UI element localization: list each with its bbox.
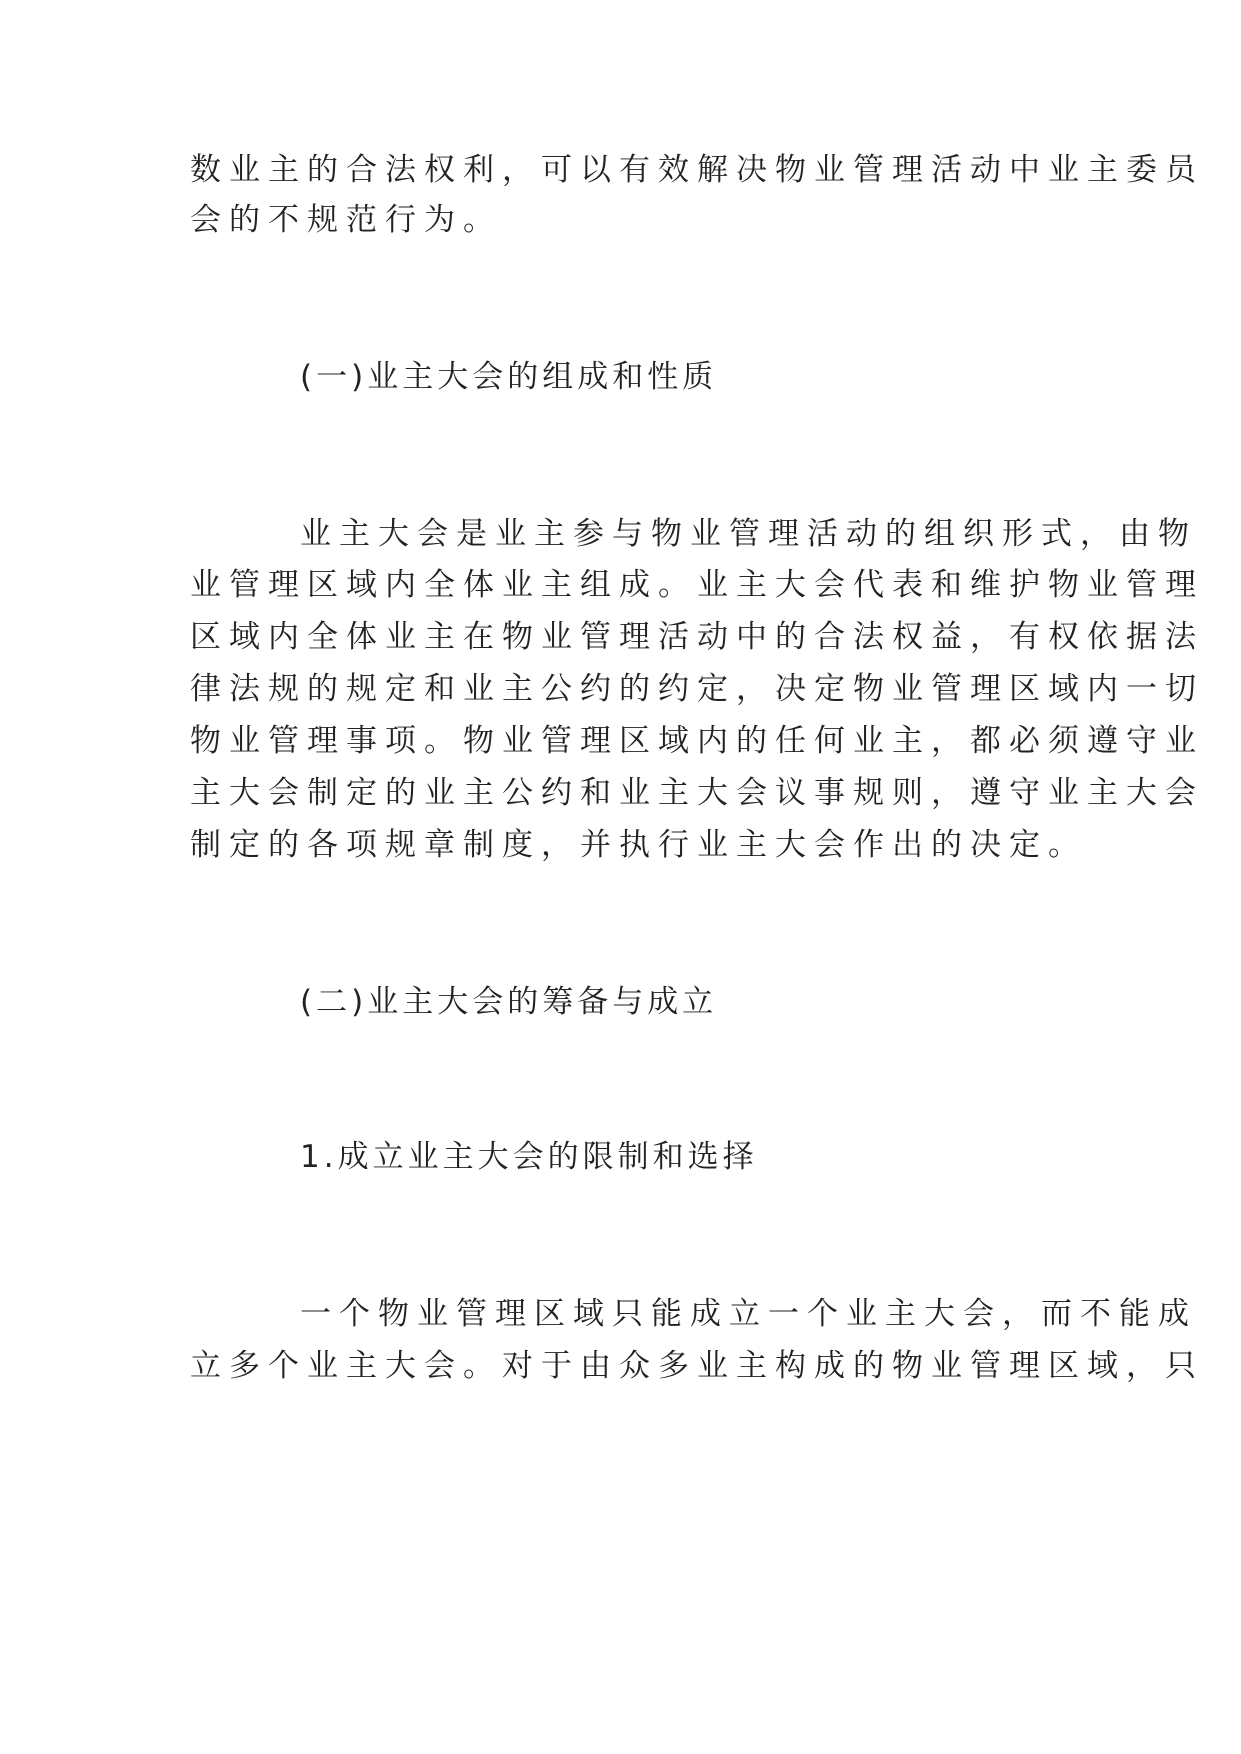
paragraph-1-line-6: 主大会制定的业主公约和业主大会议事规则，遵守业主大会	[190, 775, 1204, 811]
section-heading-1: (一)业主大会的组成和性质	[300, 359, 718, 395]
paragraph-1-line-1: 业主大会是业主参与物业管理活动的组织形式，由物	[300, 516, 1197, 552]
intro-line-2: 会的不规范行为。	[190, 202, 502, 238]
paragraph-1-line-5: 物业管理事项。物业管理区域内的任何业主，都必须遵守业	[190, 723, 1204, 759]
intro-line-1: 数业主的合法权利，可以有效解决物业管理活动中业主委员	[190, 152, 1204, 188]
paragraph-1-line-7: 制定的各项规章制度，并执行业主大会作出的决定。	[190, 827, 1087, 863]
paragraph-2-line-2: 立多个业主大会。对于由众多业主构成的物业管理区域，只	[190, 1348, 1204, 1384]
paragraph-1-line-4: 律法规的规定和业主公约的约定，决定物业管理区域内一切	[190, 671, 1204, 707]
paragraph-1-line-3: 区域内全体业主在物业管理活动中的合法权益，有权依据法	[190, 619, 1204, 655]
paragraph-1-line-2: 业管理区域内全体业主组成。业主大会代表和维护物业管理	[190, 567, 1204, 603]
section-heading-2: (二)业主大会的筹备与成立	[300, 984, 718, 1020]
subsection-heading-1: 1.成立业主大会的限制和选择	[300, 1139, 758, 1175]
paragraph-2-line-1: 一个物业管理区域只能成立一个业主大会，而不能成	[300, 1296, 1197, 1332]
